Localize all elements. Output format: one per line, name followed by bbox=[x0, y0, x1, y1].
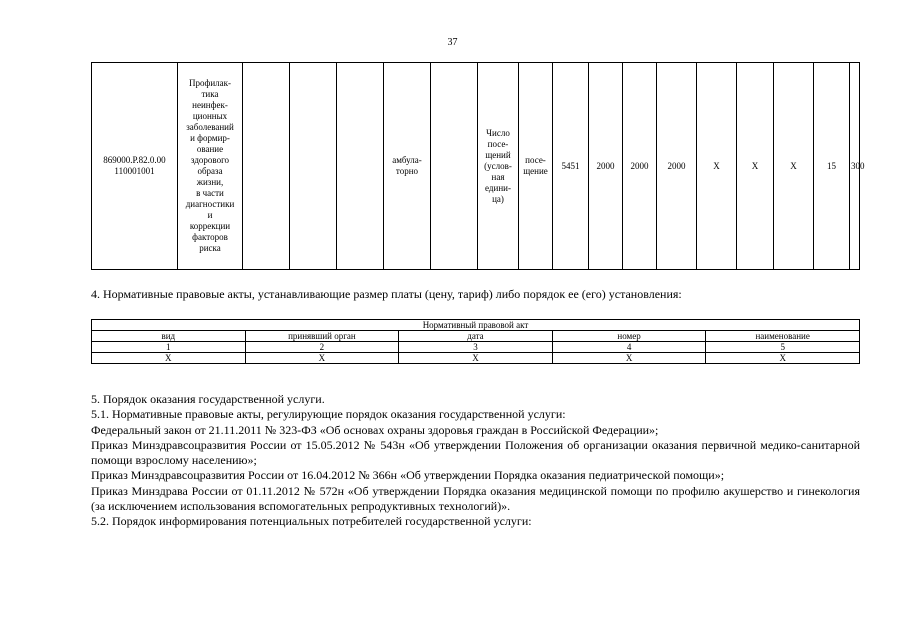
content-line: в части bbox=[196, 188, 224, 198]
legal-act-item: Приказ Минздравсоцразвития России от 15.05.2012 № 543н «Об утверждении Положения об организации оказания первичной медико-санитарной помощи взрослому населению»; bbox=[91, 437, 860, 468]
content-line: образа bbox=[197, 166, 223, 176]
deviation-percent-cell: 15 bbox=[814, 63, 850, 270]
registry-code-line: 869000.Р.82.0.00 bbox=[103, 155, 166, 165]
empty-cell bbox=[431, 63, 478, 270]
indicator-line: ная bbox=[491, 171, 505, 182]
section-5 bbox=[91, 392, 860, 530]
content-line: и формир- bbox=[190, 133, 230, 143]
volume-year2-cell: 2000 bbox=[623, 63, 657, 270]
column-header: принявший орган bbox=[245, 331, 399, 342]
unit-line: посе- bbox=[525, 155, 546, 165]
column-header: номер bbox=[552, 331, 706, 342]
volume-year1-cell: 2000 bbox=[589, 63, 623, 270]
section-5-1-heading: 5.1. Нормативные правовые акты, регулирующие порядок оказания государственной услуги: bbox=[91, 407, 566, 422]
table-header-row bbox=[92, 331, 860, 342]
indicator-line: едини- bbox=[485, 182, 511, 193]
content-line: заболеваний bbox=[186, 122, 234, 132]
content-line: здорового bbox=[190, 155, 230, 165]
content-line: ование bbox=[196, 144, 224, 154]
content-line: ционных bbox=[192, 111, 228, 121]
indicator-cell bbox=[478, 63, 519, 270]
indicator-line: щений bbox=[485, 149, 511, 160]
empty-cell bbox=[243, 63, 290, 270]
column-header: наименование bbox=[706, 331, 860, 342]
indicator-line: посе- bbox=[487, 138, 509, 149]
price-year2-cell: Х bbox=[737, 63, 774, 270]
service-volume-table bbox=[91, 62, 865, 270]
service-content-cell bbox=[178, 63, 243, 270]
empty-cell bbox=[337, 63, 384, 270]
legal-act-item: Приказ Минздрава России от 01.11.2012 № 572н «Об утверждении Порядка оказания медицинской помощи по профилю акушерство и гинекология (за исключением использования вспомогательных репродуктивных технологий)». bbox=[91, 483, 860, 514]
registry-code-line: 110001001 bbox=[114, 166, 155, 176]
section-5-heading: 5. Порядок оказания государственной услуги. bbox=[91, 392, 325, 406]
unit-line: щение bbox=[523, 166, 548, 176]
content-line: диагностики bbox=[185, 199, 235, 209]
content-line: коррекции bbox=[189, 221, 231, 231]
content-line: жизни, bbox=[196, 177, 224, 187]
content-line: неинфек- bbox=[192, 100, 228, 110]
column-number: 3 bbox=[399, 342, 553, 353]
column-number: 4 bbox=[552, 342, 706, 353]
column-number: 1 bbox=[92, 342, 246, 353]
empty-cell bbox=[290, 63, 337, 270]
form-line: торно bbox=[395, 166, 419, 176]
indicator-line: Число bbox=[486, 127, 510, 138]
content-line: тика bbox=[201, 89, 219, 99]
table-cell: Х bbox=[92, 353, 246, 364]
legal-act-title: Нормативный правовой акт bbox=[92, 320, 860, 331]
registry-code-cell bbox=[92, 63, 178, 270]
indicator-line: (услов- bbox=[484, 160, 512, 171]
table-row bbox=[92, 63, 860, 270]
content-line: риска bbox=[199, 243, 221, 253]
table-row bbox=[92, 342, 860, 353]
page-number: 37 bbox=[447, 37, 458, 48]
service-form-cell bbox=[384, 63, 431, 270]
table-cell: Х bbox=[245, 353, 399, 364]
price-year1-cell: Х bbox=[697, 63, 737, 270]
unit-cell bbox=[519, 63, 553, 270]
deviation-absolute-cell: 300 bbox=[850, 63, 860, 270]
legal-acts-table bbox=[91, 319, 860, 364]
legal-act-item: Приказ Минздравсоцразвития России от 16.04.2012 № 366н «Об утверждении Порядка оказания педиатрической помощи»; bbox=[91, 468, 725, 483]
table-cell: Х bbox=[706, 353, 860, 364]
content-line: Профилак- bbox=[188, 78, 231, 88]
content-line: факторов bbox=[192, 232, 228, 242]
content-line: и bbox=[207, 210, 213, 220]
price-year3-cell: Х bbox=[774, 63, 814, 270]
table-header-row bbox=[92, 320, 860, 331]
table-row bbox=[92, 353, 860, 364]
table-cell: Х bbox=[552, 353, 706, 364]
table-cell: Х bbox=[399, 353, 553, 364]
column-number: 2 bbox=[245, 342, 399, 353]
section-4-heading: 4. Нормативные правовые акты, устанавливающие размер платы (цену, тариф) либо порядок ее (его) установления: bbox=[91, 287, 682, 301]
column-number: 5 bbox=[706, 342, 860, 353]
legal-act-item: Федеральный закон от 21.11.2011 № 323-ФЗ «Об основах охраны здоровья граждан в Российской Федерации»; bbox=[91, 422, 659, 437]
okei-code-cell: 5451 bbox=[553, 63, 589, 270]
form-line: амбула- bbox=[392, 155, 422, 165]
column-header: вид bbox=[92, 331, 246, 342]
column-header: дата bbox=[399, 331, 553, 342]
volume-year3-cell: 2000 bbox=[657, 63, 697, 270]
section-5-2-heading: 5.2. Порядок информирования потенциальных потребителей государственной услуги: bbox=[91, 514, 532, 529]
indicator-line: ца) bbox=[492, 193, 504, 204]
